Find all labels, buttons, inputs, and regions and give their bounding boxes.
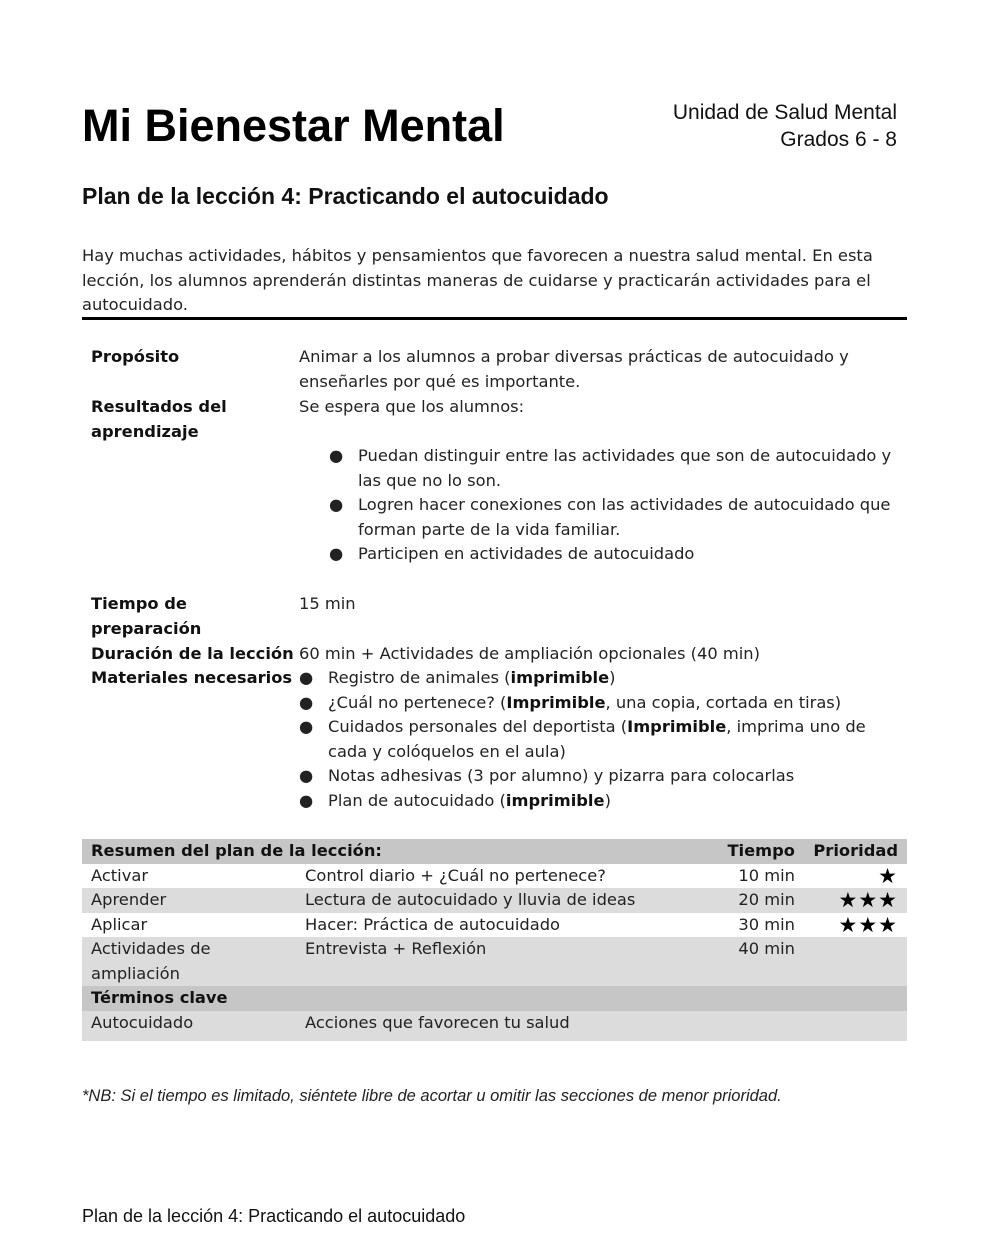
list-item: ● Logren hacer conexiones con las actividades de autocuidado que forman parte de la vida familiar. [329, 495, 891, 539]
lesson-title: Plan de la lección 4: Practicando el autocuidado [82, 183, 609, 209]
time-cell: 20 min [738, 890, 795, 909]
lesson-intro: Hay muchas actividades, hábitos y pensamientos que favorecen a nuestra salud mental. En esta lección, los alumnos aprenderán distintas maneras de cuidarse y practicarán actividades para el autocuidado. [82, 246, 873, 314]
table-row [82, 864, 907, 889]
list-item: ● Cuidados personales del deportista (Imprimible, imprima uno de cada y colóquelos en el aula) [299, 717, 866, 761]
time-cell: 30 min [738, 914, 795, 934]
outcomes-intro: Se espera que los alumnos: [299, 397, 525, 416]
table-row [82, 1011, 907, 1041]
list-item: ● Participen en actividades de autocuidado [329, 544, 695, 563]
priority-stars: ★ [878, 863, 898, 888]
key-terms-title: Términos clave [91, 988, 228, 1007]
section-divider [82, 317, 907, 320]
key-term: Autocuidado [91, 1012, 194, 1032]
purpose-label: Propósito [91, 347, 180, 366]
materials-label: Materiales necesarios [91, 668, 293, 687]
priority-stars: ★★★ [838, 888, 898, 912]
materials-list [299, 666, 869, 813]
list-item: ● Notas adhesivas (3 por alumno) y pizarra para colocarlas [299, 766, 795, 785]
outcomes-list [299, 444, 899, 567]
outcomes-value [299, 395, 899, 567]
phase-cell: Activar [91, 865, 149, 885]
prep-time-value: 15 min [299, 594, 356, 613]
list-item: ● Puedan distinguir entre las actividades que son de autocuidado y las que no lo son. [329, 446, 892, 490]
purpose-value: Animar a los alumnos a probar diversas prácticas de autocuidado y enseñarles por qué es importante. [299, 347, 849, 391]
page-footer: Plan de la lección 4: Practicando el autocuidado [82, 1206, 466, 1226]
activity-cell: Hacer: Práctica de autocuidado [305, 914, 560, 934]
duration-label: Duración de la lección [91, 644, 294, 663]
list-item: ● ¿Cuál no pertenece? (Imprimible, una copia, cortada en tiras) [299, 692, 842, 712]
outcomes-label [91, 395, 286, 444]
duration-value: 60 min + Actividades de ampliación opcionales (40 min) [299, 644, 760, 663]
document-title: Mi Bienestar Mental [82, 100, 505, 151]
phase-cell: Aplicar [91, 914, 148, 934]
key-terms-header-row [82, 986, 907, 1011]
outcomes-label-line1: Resultados del [91, 397, 227, 416]
time-cell: 40 min [738, 939, 795, 958]
outcomes-label-line2: aprendizaje [91, 421, 199, 441]
phase-cell [91, 937, 291, 986]
key-term-definition: Acciones que favorecen tu salud [305, 1012, 570, 1032]
phase-cell: Aprender [91, 890, 167, 909]
table-row [82, 888, 907, 913]
phase-cell-line1: Actividades de [91, 939, 211, 958]
activity-cell: Entrevista + Reflexión [305, 939, 487, 958]
priority-column-header: Prioridad [813, 841, 898, 860]
list-item: ● Registro de animales (imprimible) [299, 668, 616, 687]
time-column-header: Tiempo [727, 841, 795, 860]
lesson-summary-table [82, 839, 907, 1041]
priority-stars: ★★★ [838, 912, 898, 937]
materials-value [299, 666, 869, 813]
prep-time-label-line1: Tiempo de [91, 594, 187, 613]
activity-cell: Control diario + ¿Cuál no pertenece? [305, 865, 606, 885]
table-row [82, 937, 907, 986]
prep-time-label [91, 592, 286, 641]
time-note: *NB: Si el tiempo es limitado, siéntete libre de acortar u omitir las secciones de menor prioridad. [82, 1087, 782, 1105]
time-cell: 10 min [738, 865, 795, 885]
unit-name: Unidad de Salud Mental [672, 101, 897, 124]
grade-range: Grados 6 - 8 [780, 128, 897, 151]
prep-time-label-line2: preparación [91, 618, 202, 638]
summary-title: Resumen del plan de la lección: [91, 841, 382, 860]
list-item: ● Plan de autocuidado (imprimible) [299, 790, 611, 810]
unit-info [673, 99, 897, 153]
phase-cell-line2: ampliación [91, 963, 180, 983]
summary-header-row [82, 839, 907, 864]
table-row [82, 913, 907, 938]
activity-cell: Lectura de autocuidado y lluvia de ideas [305, 890, 636, 909]
